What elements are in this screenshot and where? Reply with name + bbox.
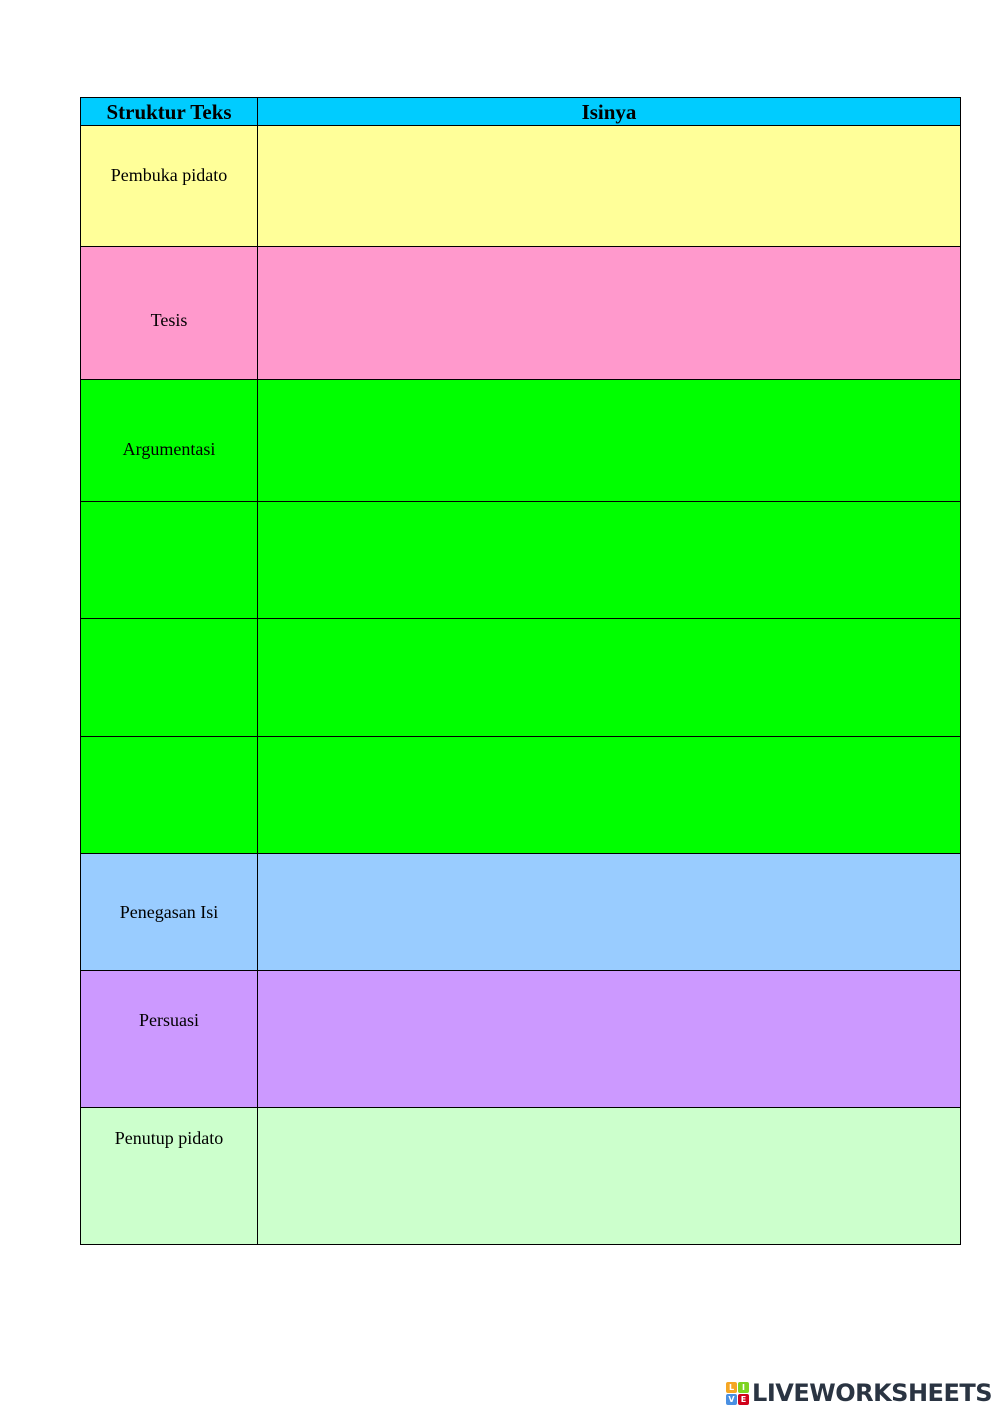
header-isinya: Isinya <box>258 98 961 126</box>
row-label-argumentasi-3 <box>81 619 258 737</box>
row-label-text: Tesis <box>150 310 188 330</box>
row-label-pembuka-pidato <box>81 126 258 247</box>
header-struktur-teks: Struktur Teks <box>81 98 258 126</box>
row-content-argumentasi-3[interactable] <box>258 619 961 737</box>
table-row <box>81 619 961 737</box>
structure-table <box>80 97 961 1245</box>
row-label-argumentasi-4 <box>81 737 258 854</box>
table-row <box>81 502 961 619</box>
row-label-text: Pembuka pidato <box>110 165 228 185</box>
row-label-argumentasi-2 <box>81 502 258 619</box>
row-label-penutup-pidato <box>81 1108 258 1245</box>
row-content-penegasan-isi[interactable] <box>258 854 961 971</box>
row-label-penegasan-isi <box>81 854 258 971</box>
table-row <box>81 126 961 247</box>
row-content-argumentasi-4[interactable] <box>258 737 961 854</box>
liveworksheets-logo-icon <box>726 1382 749 1405</box>
table-row <box>81 247 961 380</box>
row-content-pembuka-pidato[interactable] <box>258 126 961 247</box>
row-label-text: Persuasi <box>139 1010 199 1030</box>
row-label-text: Penegasan Isi <box>119 902 219 922</box>
row-content-argumentasi-1[interactable] <box>258 380 961 502</box>
row-label-text: Argumentasi <box>122 438 216 459</box>
row-label-tesis <box>81 247 258 380</box>
table-row <box>81 737 961 854</box>
row-content-tesis[interactable] <box>258 247 961 380</box>
row-content-argumentasi-2[interactable] <box>258 502 961 619</box>
table-row <box>81 854 961 971</box>
logo-tile-i: I <box>738 1382 749 1393</box>
row-label-persuasi <box>81 971 258 1108</box>
liveworksheets-brand <box>726 1379 992 1407</box>
logo-tile-l: L <box>726 1382 737 1393</box>
brand-name: LIVEWORKSHEETS <box>752 1379 992 1407</box>
row-label-argumentasi <box>81 380 258 502</box>
row-content-persuasi[interactable] <box>258 971 961 1108</box>
row-content-penutup-pidato[interactable] <box>258 1108 961 1245</box>
table-row <box>81 971 961 1108</box>
logo-tile-e: E <box>738 1394 749 1405</box>
logo-tile-v: V <box>726 1394 737 1405</box>
table-header-row <box>81 98 961 126</box>
table-row <box>81 380 961 502</box>
row-label-text: Penutup pidato <box>114 1128 224 1148</box>
table-row <box>81 1108 961 1245</box>
